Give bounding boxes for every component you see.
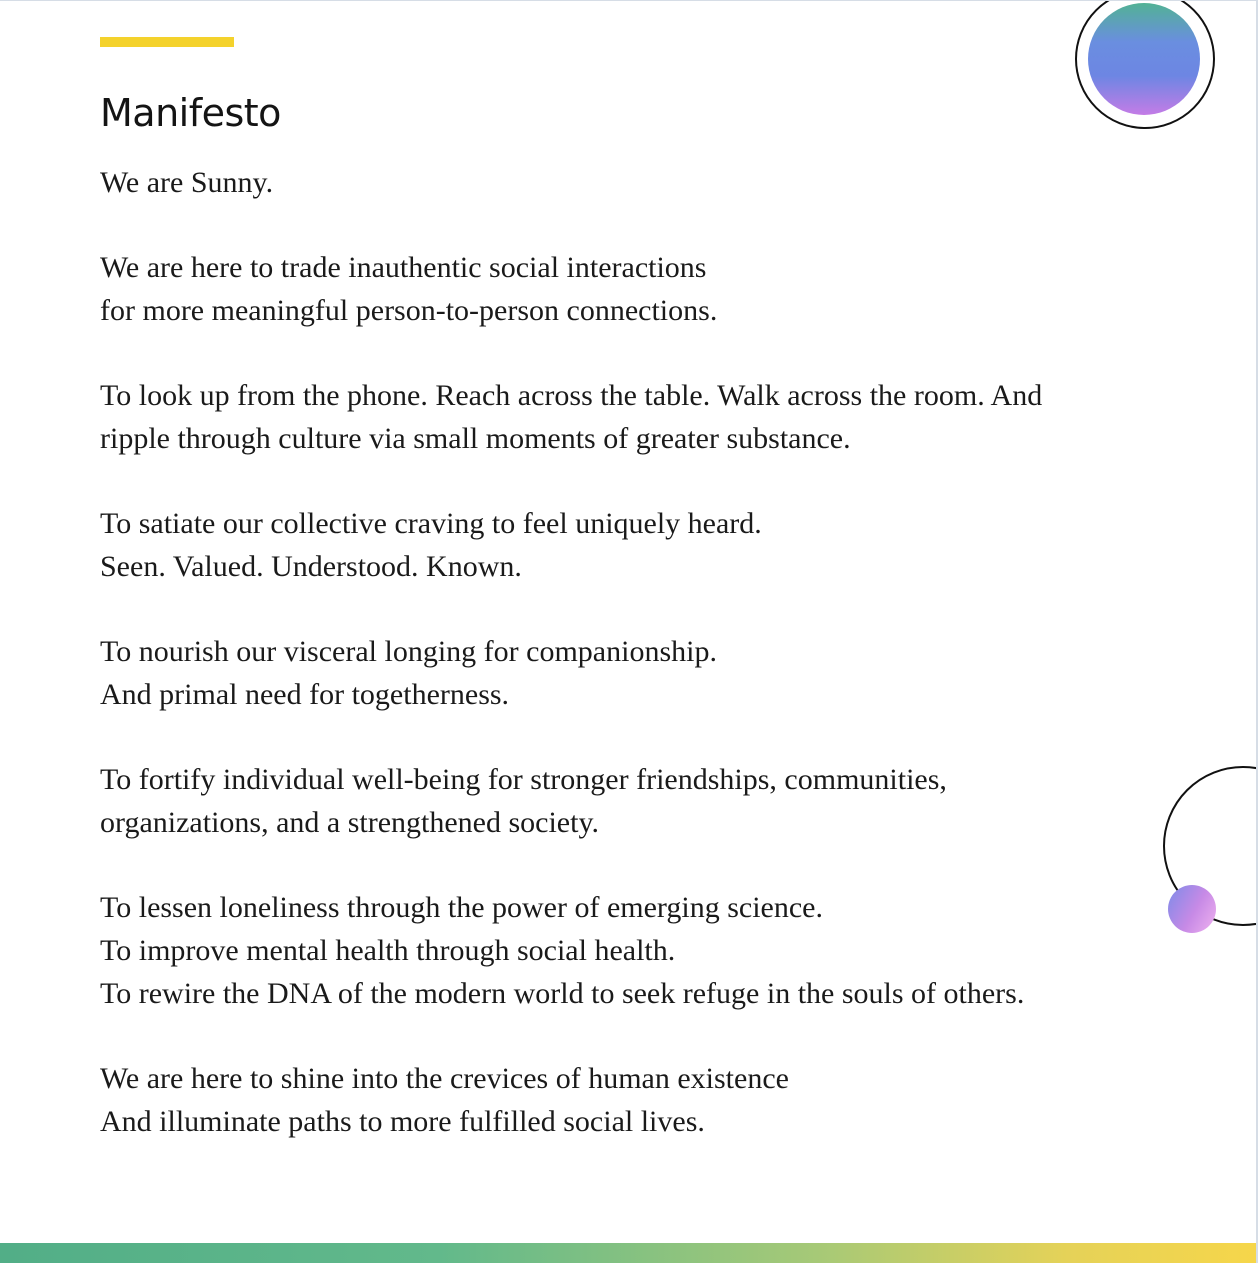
manifesto-line: We are here to shine into the crevices of human existence <box>100 1062 789 1095</box>
manifesto-body <box>100 161 1180 1185</box>
manifesto-paragraph <box>100 246 1180 332</box>
manifesto-paragraph <box>100 630 1180 716</box>
manifesto-line: And primal need for togetherness. <box>100 678 510 711</box>
manifesto-line: We are here to trade inauthentic social interactions <box>100 251 707 284</box>
manifesto-line: for more meaningful person-to-person connections. <box>100 294 718 327</box>
manifesto-paragraph <box>100 374 1180 460</box>
manifesto-paragraph <box>100 502 1180 588</box>
manifesto-line: To improve mental health through social health. <box>100 934 676 967</box>
manifesto-line: To satiate our collective craving to feel uniquely heard. <box>100 507 762 540</box>
manifesto-line: organizations, and a strengthened society. <box>100 806 600 839</box>
title-accent-bar <box>100 37 234 47</box>
manifesto-paragraph <box>100 758 1180 844</box>
manifesto-line: And illuminate paths to more fulfilled social lives. <box>100 1105 705 1138</box>
manifesto-line: To lessen loneliness through the power of emerging science. <box>100 891 823 924</box>
manifesto-line: To fortify individual well-being for stronger friendships, communities, <box>100 763 947 796</box>
manifesto-line: To rewire the DNA of the modern world to seek refuge in the souls of others. <box>100 977 1025 1010</box>
manifesto-paragraph <box>100 161 1180 204</box>
gradient-orb-icon <box>1088 3 1200 115</box>
manifesto-line: ripple through culture via small moments of greater substance. <box>100 422 851 455</box>
manifesto-line: To look up from the phone. Reach across the table. Walk across the room. And <box>100 379 1043 412</box>
manifesto-line: Seen. Valued. Understood. Known. <box>100 550 522 583</box>
small-gradient-orb-icon <box>1168 885 1216 933</box>
manifesto-paragraph <box>100 1057 1180 1143</box>
manifesto-line: We are Sunny. <box>100 166 274 199</box>
gradient-footer-band <box>0 1243 1256 1263</box>
manifesto-line: To nourish our visceral longing for companionship. <box>100 635 717 668</box>
page-title: Manifesto <box>100 91 281 135</box>
manifesto-paragraph <box>100 886 1180 1015</box>
